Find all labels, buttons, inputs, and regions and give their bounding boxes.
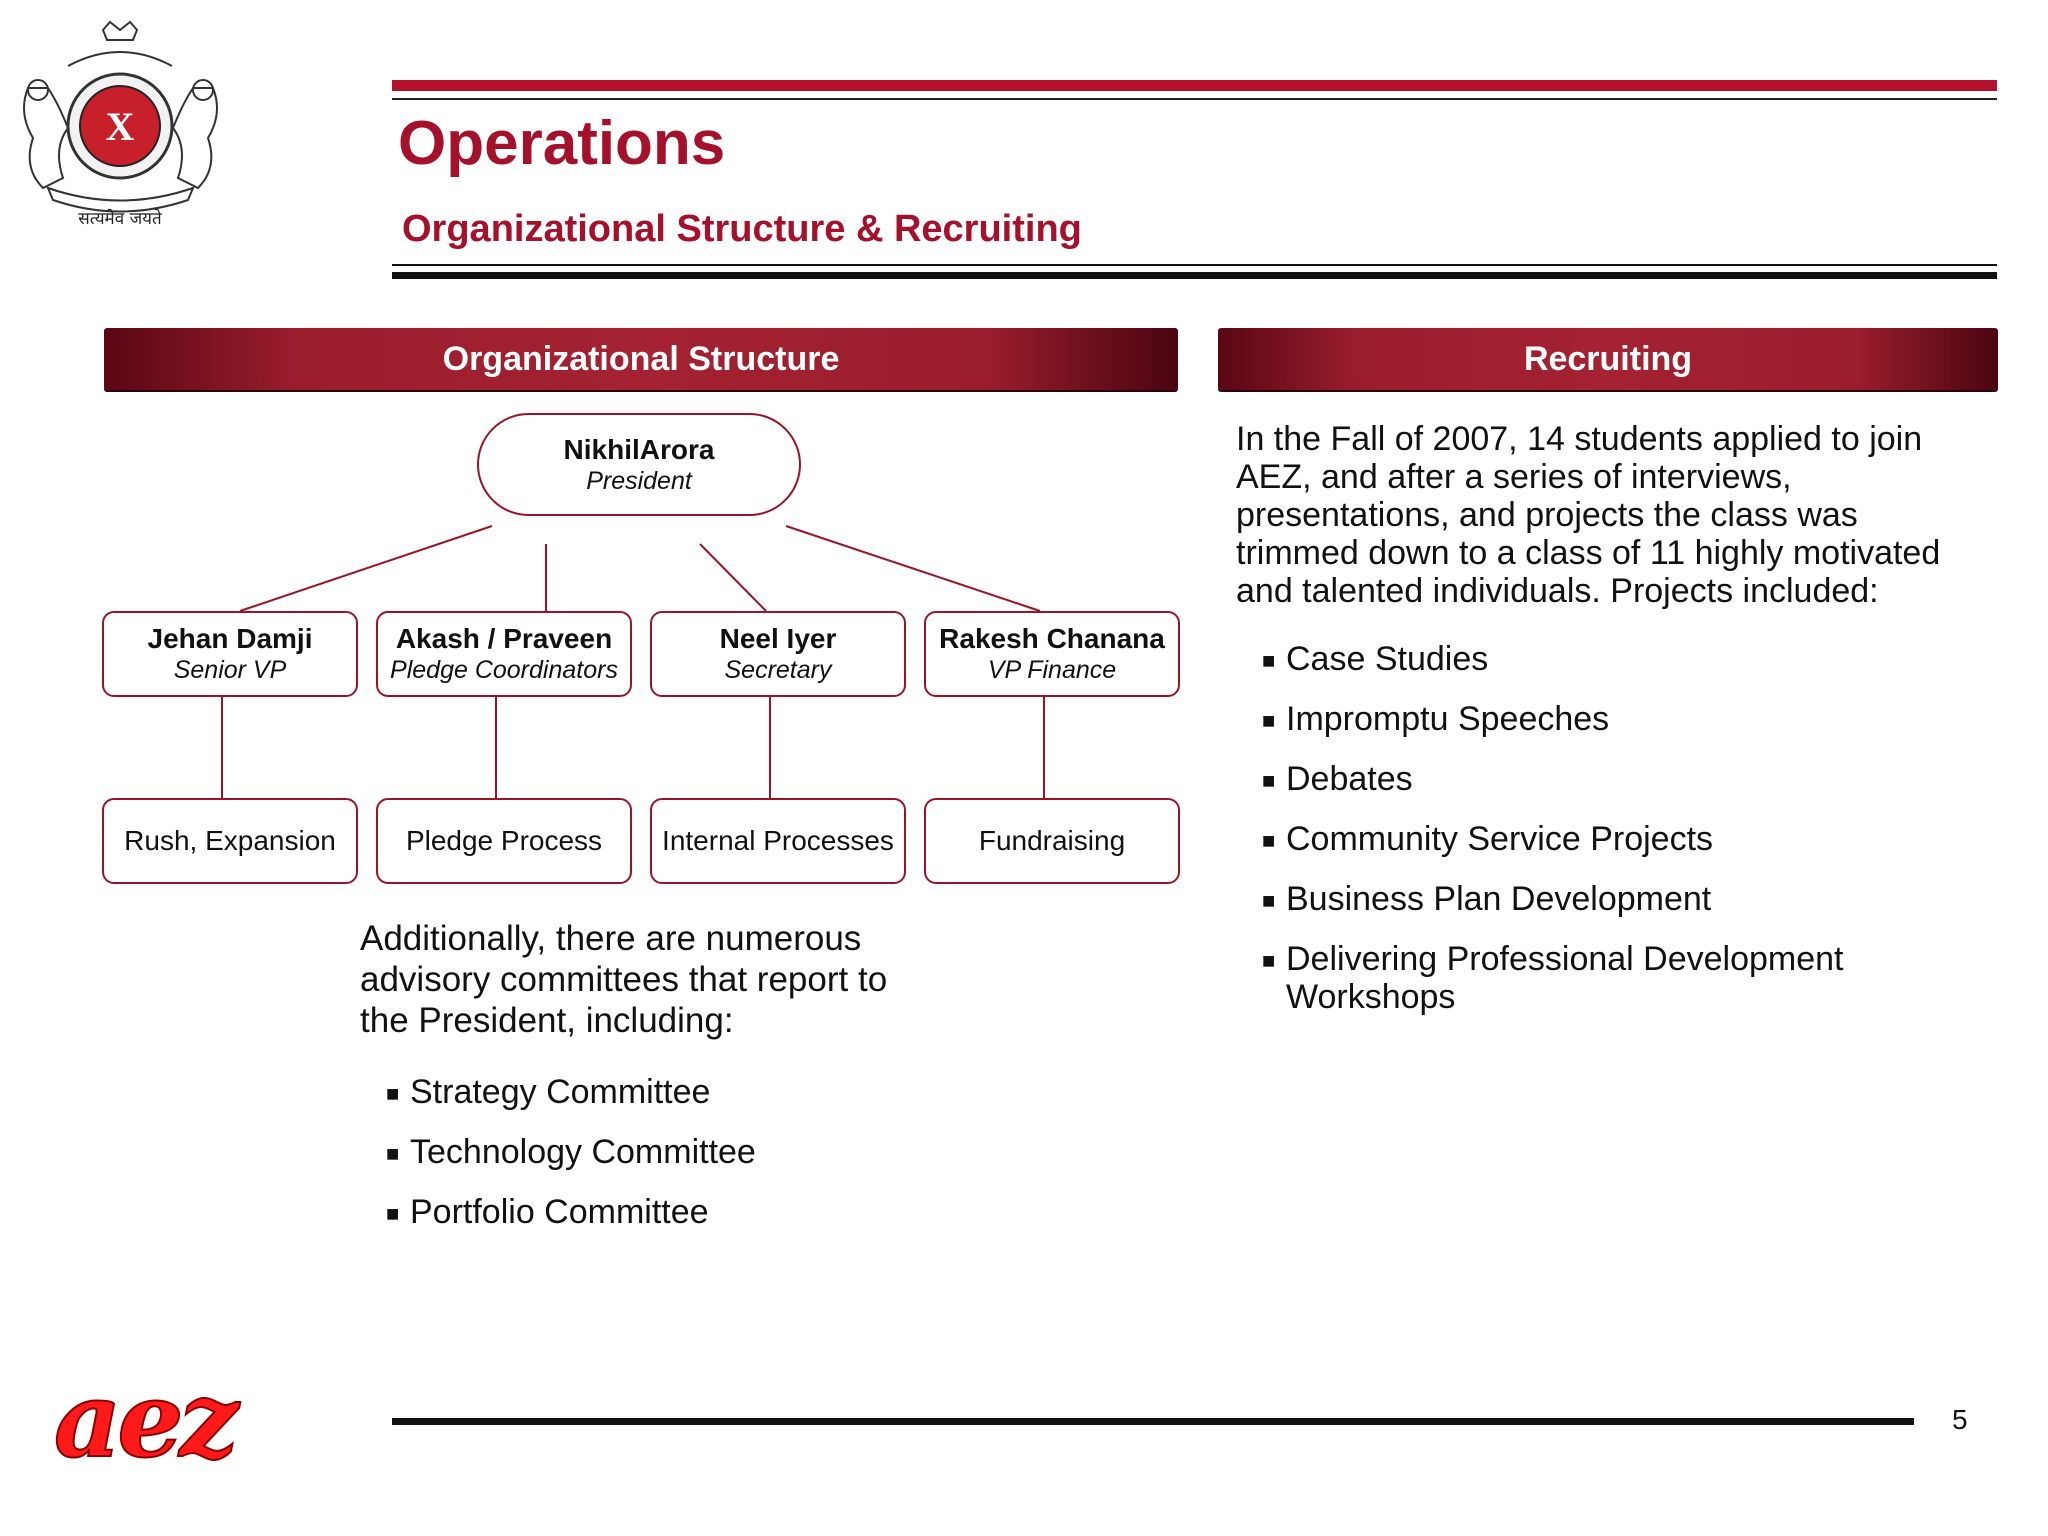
org-structure-heading-bar: Organizational Structure [104,328,1178,390]
officer-name: Akash / Praveen [395,623,613,654]
org-node-department: Rush, Expansion [102,798,358,884]
committees-intro-text: Additionally, there are numerous advisory committees that report to the President, including: [360,919,888,1040]
bullet-square-icon: ■ [1262,948,1276,973]
list-item: ■ Technology Committee [386,1122,986,1182]
president-role: President [586,466,692,495]
recruiting-heading-bar: Recruiting [1218,328,1998,390]
list-item: ■ Debates [1262,760,1413,798]
officer-name: Jehan Damji [147,623,313,654]
org-node-officer [102,611,358,697]
list-item: ■ Strategy Committee [386,1062,986,1122]
svg-text:सत्यमेव जयते: सत्यमेव जयते [78,209,162,229]
officer-role: VP Finance [987,656,1117,684]
page-title: Operations [398,109,726,178]
list-item: ■ Business Plan Development [1262,880,1712,918]
page-subtitle: Organizational Structure & Recruiting [402,208,1082,250]
list-item: ■ Portfolio Committee [386,1182,986,1242]
officer-role: Pledge Coordinators [390,656,618,684]
header-bottom-thin-rule [392,264,1997,266]
org-node-president [477,413,801,516]
header-red-rule [392,80,1997,91]
footer-rule [392,1418,1914,1425]
crest-emblem-logo [8,18,233,233]
president-name: NikhilArora [563,433,715,465]
header-bottom-rule [392,272,1997,279]
aez-footer-logo [48,1372,300,1472]
page-number: 5 [1952,1404,1968,1435]
officer-name: Neel Iyer [719,623,837,654]
committee-list [386,1062,986,1242]
bullet-square-icon: ■ [386,1201,400,1226]
org-node-department: Fundraising [924,798,1180,884]
org-node-officer [376,611,632,697]
list-item: ■ Impromptu Speeches [1262,700,1610,738]
recruiting-intro-text: In the Fall of 2007, 14 students applied to join AEZ, and after a series of interviews, presentations, and projects the class was trimmed down to a class of 11 highly motivated and talented individuals. Projects included: [1236,420,1941,610]
bullet-square-icon: ■ [1262,768,1276,793]
header-thin-rule [392,98,1997,100]
bullet-square-icon: ■ [1262,708,1276,733]
project-list [1262,640,1982,1038]
list-item: ■ Case Studies [1262,640,1489,678]
bullet-square-icon: ■ [386,1141,400,1166]
bullet-square-icon: ■ [386,1081,400,1106]
svg-text:X: X [105,104,135,149]
officer-role: Senior VP [173,656,287,684]
svg-text:aez: aez [54,1372,235,1472]
list-item: ■ Community Service Projects [1262,820,1714,858]
org-node-officer [924,611,1180,697]
org-node-department: Internal Processes [650,798,906,884]
org-node-department: Pledge Process [376,798,632,884]
org-node-officer [650,611,906,697]
bullet-square-icon: ■ [1262,888,1276,913]
bullet-square-icon: ■ [1262,828,1276,853]
officer-role: Secretary [724,656,832,684]
officer-name: Rakesh Chanana [939,623,1165,654]
bullet-square-icon: ■ [1262,648,1276,673]
list-item: ■ Delivering Professional Development Workshops [1262,940,1844,1016]
